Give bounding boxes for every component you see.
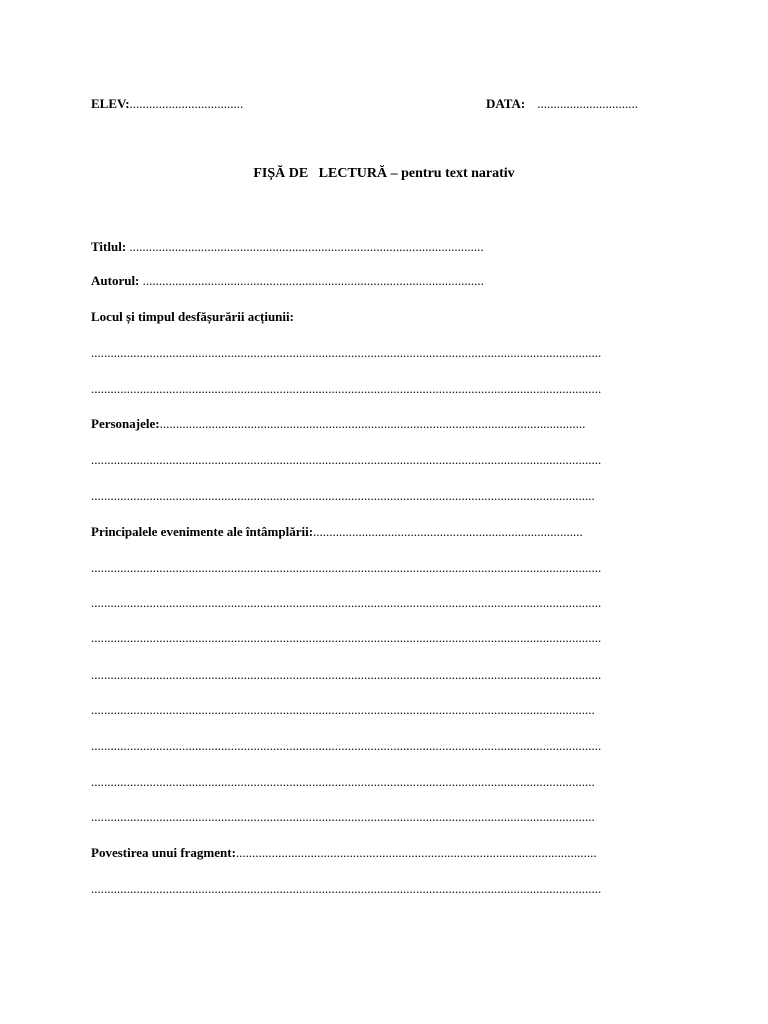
characters-field[interactable] xyxy=(91,416,585,432)
events-blank-line[interactable]: ........................................................................................................................................................... xyxy=(91,702,595,717)
title-label: Titlul: xyxy=(91,239,127,254)
title-blank[interactable]: ............................................................................................................. xyxy=(126,239,484,254)
events-blank-line[interactable]: ............................................................................................................................................................. xyxy=(91,595,602,610)
date-label: DATA: xyxy=(486,96,526,111)
retelling-blank[interactable]: ............................................................................................................... xyxy=(235,845,597,860)
worksheet-title: FIȘĂ DE LECTURĂ – pentru text narativ xyxy=(253,166,515,181)
characters-label: Personajele: xyxy=(91,416,160,431)
setting-blank-line[interactable]: ............................................................................................................................................................. xyxy=(91,345,602,360)
retelling-blank-line[interactable]: ............................................................................................................................................................. xyxy=(91,881,602,896)
characters-blank[interactable]: ................................................................................................................................... xyxy=(159,416,586,431)
retelling-field[interactable] xyxy=(91,845,597,861)
setting-label: Locul și timpul desfășurării acțiunii: xyxy=(91,309,294,324)
student-name-field[interactable] xyxy=(91,96,243,112)
events-field[interactable] xyxy=(91,524,583,540)
setting-blank-line[interactable]: ............................................................................................................................................................. xyxy=(91,381,602,396)
author-field[interactable] xyxy=(91,273,484,289)
events-blank-line[interactable]: ........................................................................................................................................................... xyxy=(91,809,595,824)
events-blank-line[interactable]: ............................................................................................................................................................. xyxy=(91,560,602,575)
author-blank[interactable]: ......................................................................................................... xyxy=(139,273,484,288)
author-label: Autorul: xyxy=(91,273,140,288)
student-blank[interactable]: ................................... xyxy=(129,96,244,111)
retelling-label: Povestirea unui fragment: xyxy=(91,845,236,860)
date-blank[interactable]: ............................... xyxy=(537,96,638,111)
events-blank-line[interactable]: ............................................................................................................................................................. xyxy=(91,667,602,682)
events-blank-line[interactable]: ............................................................................................................................................................. xyxy=(91,738,602,753)
title-field[interactable] xyxy=(91,239,484,255)
student-label: ELEV: xyxy=(91,96,130,111)
characters-blank-line[interactable]: ........................................................................................................................................................... xyxy=(91,488,595,503)
date-field[interactable] xyxy=(486,96,638,112)
events-blank[interactable]: ................................................................................... xyxy=(313,524,583,539)
events-blank-line[interactable]: ........................................................................................................................................................... xyxy=(91,774,595,789)
events-blank-line[interactable]: ............................................................................................................................................................. xyxy=(91,630,602,645)
events-label: Principalele evenimente ale întâmplării: xyxy=(91,524,314,539)
characters-blank-line[interactable]: ............................................................................................................................................................. xyxy=(91,452,602,467)
